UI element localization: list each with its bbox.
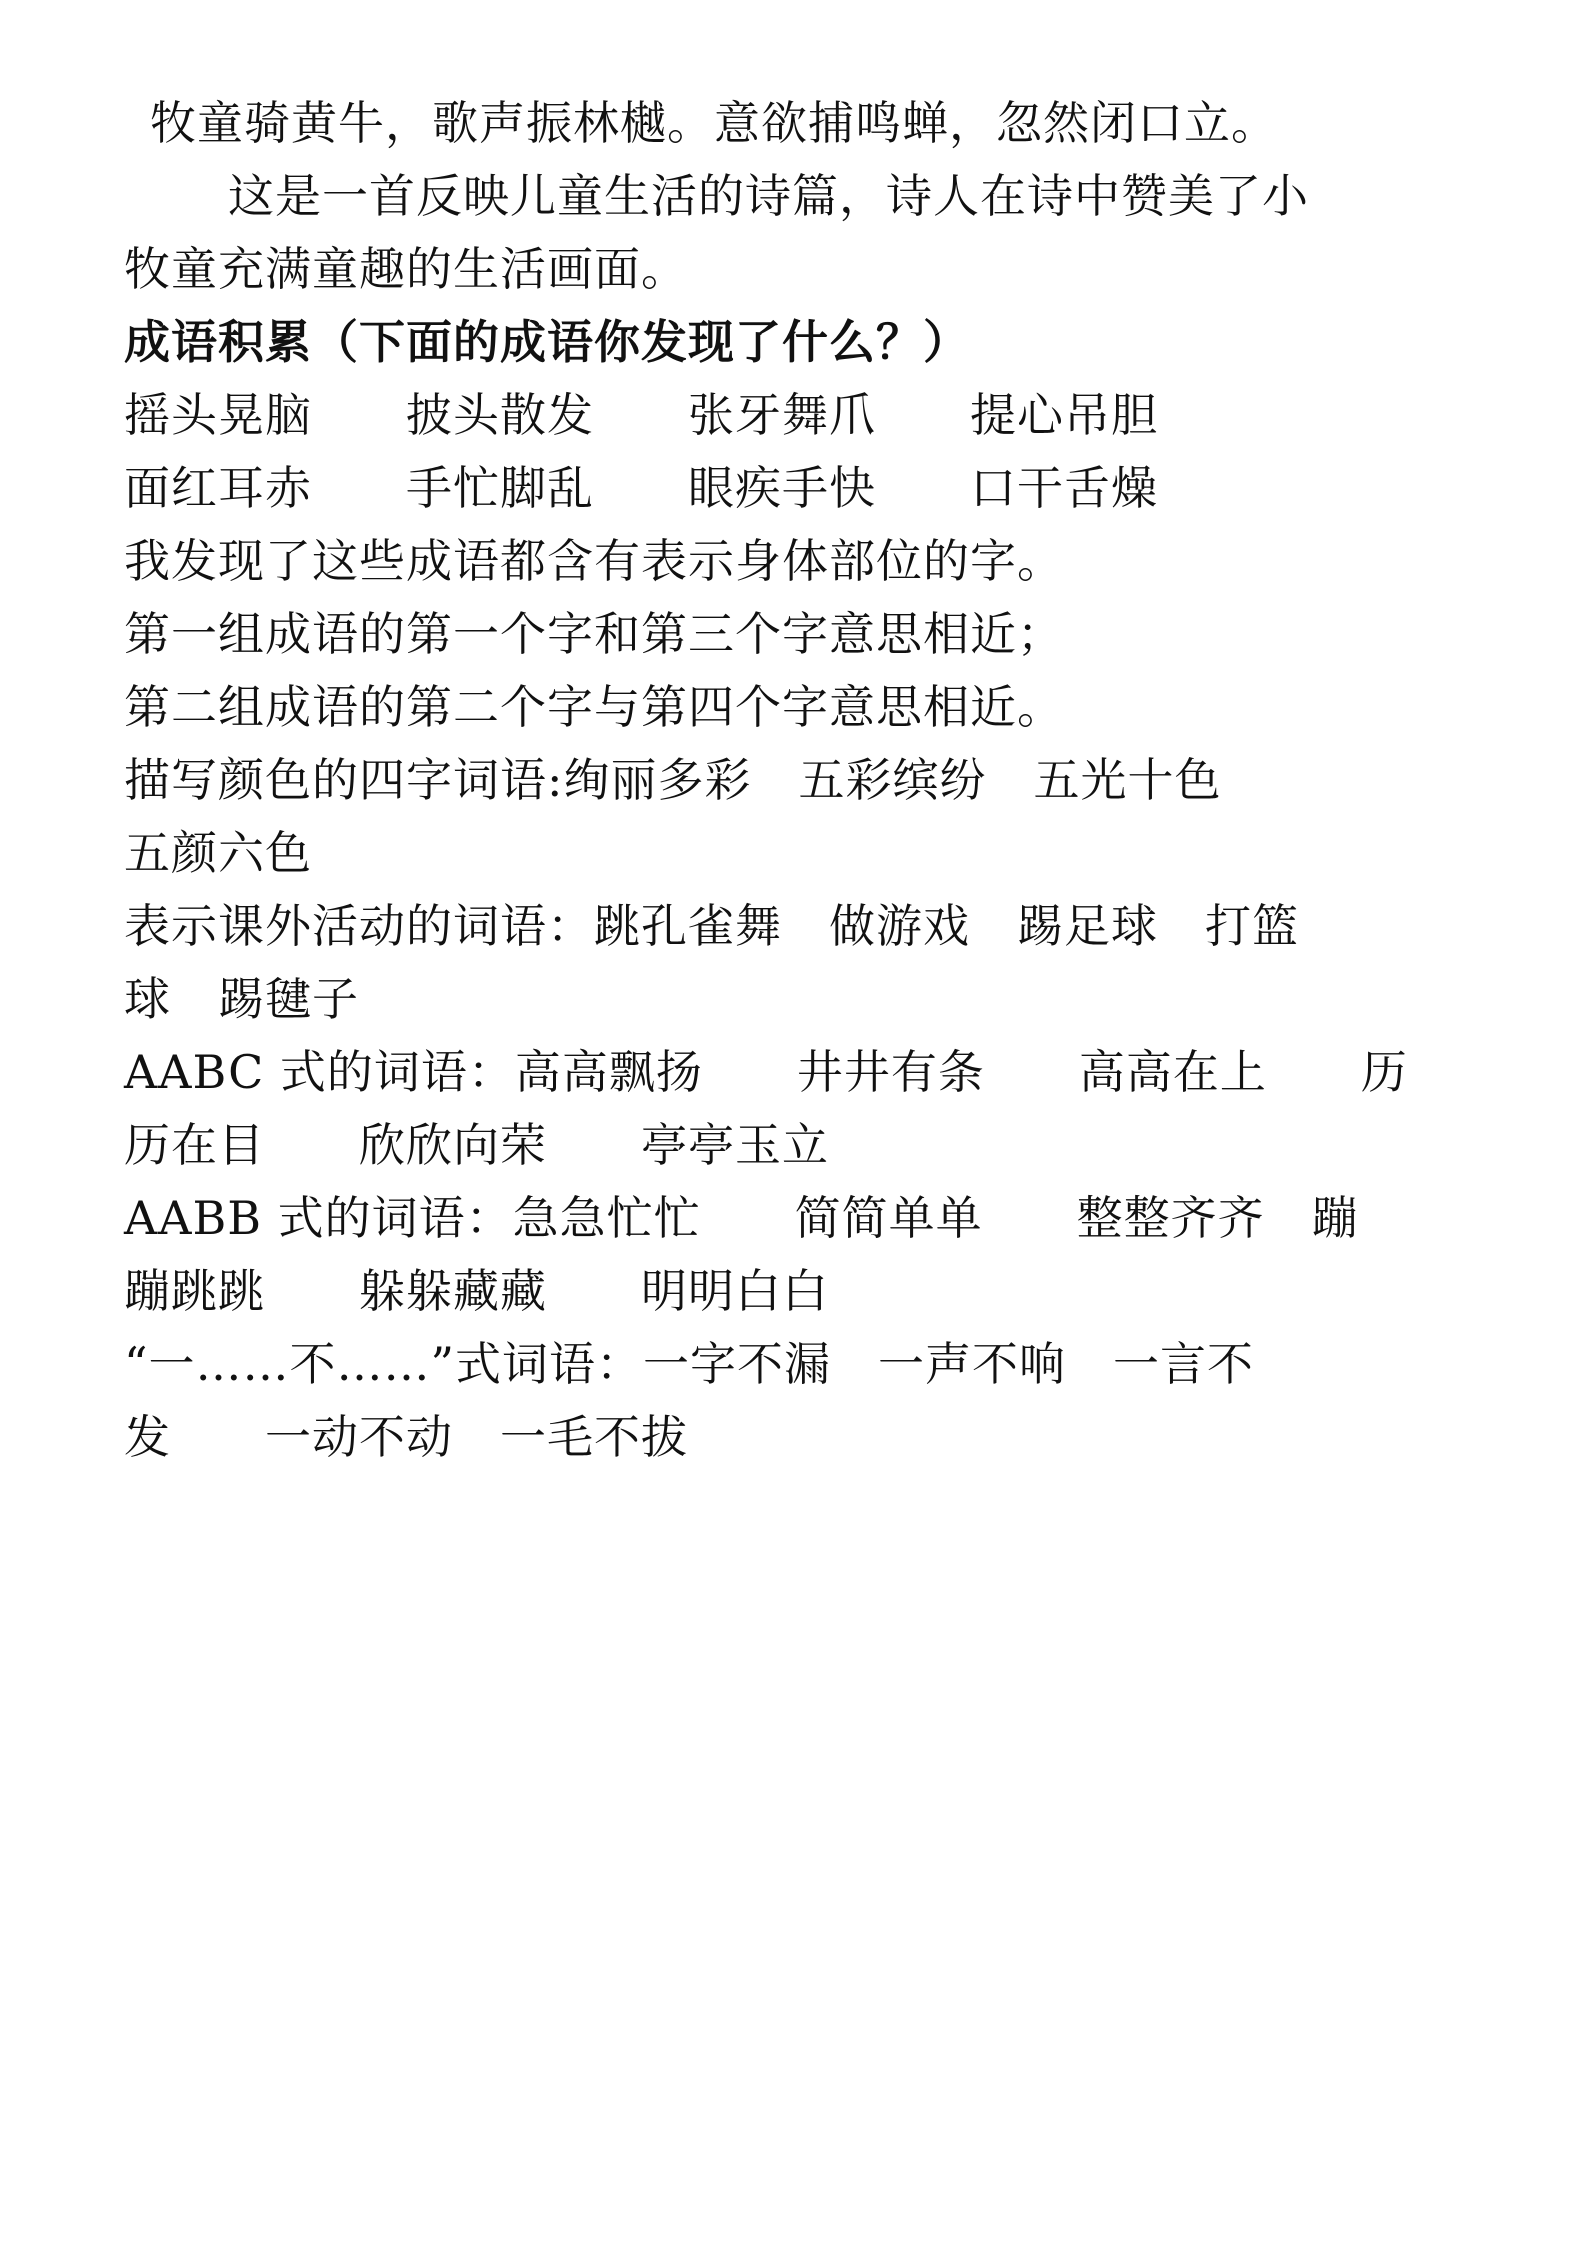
finding-2: 第一组成语的第一个字和第三个字意思相近；	[124, 607, 1064, 661]
activity-words-line-2: 球 踢毽子	[124, 972, 359, 1026]
aabc-words-line-2: 历在目 欣欣向荣 亭亭玉立	[124, 1118, 829, 1172]
activity-words-line-1: 表示课外活动的词语：跳孔雀舞 做游戏 踢足球 打篮	[124, 899, 1299, 953]
poem-line: 牧童骑黄牛，歌声振林樾。意欲捕鸣蝉，忽然闭口立。	[150, 96, 1278, 150]
color-words-line-2: 五颜六色	[124, 826, 312, 880]
aabb-words-line-1: AABB 式的词语：急急忙忙 简简单单 整整齐齐 蹦	[124, 1191, 1359, 1245]
idiom-row-2: 面红耳赤 手忙脚乱 眼疾手快 口干舌燥	[124, 461, 1158, 515]
idiom-row-1: 摇头晃脑 披头散发 张牙舞爪 提心吊胆	[124, 388, 1158, 442]
explanation-line-2: 牧童充满童趣的生活画面。	[124, 242, 688, 296]
idiom-heading: 成语积累（下面的成语你发现了什么？）	[124, 315, 970, 369]
color-words-line-1: 描写颜色的四字词语:绚丽多彩 五彩缤纷 五光十色	[124, 753, 1222, 807]
finding-3: 第二组成语的第二个字与第四个字意思相近。	[124, 680, 1064, 734]
aabc-words-line-1: AABC 式的词语：高高飘扬 井井有条 高高在上 历	[124, 1045, 1408, 1099]
aabb-words-line-2: 蹦跳跳 躲躲藏藏 明明白白	[124, 1264, 829, 1318]
yibu-words-line-1: “一……不……”式词语：一字不漏 一声不响 一言不	[124, 1337, 1255, 1391]
yibu-words-line-2: 发 一动不动 一毛不拔	[124, 1410, 688, 1464]
finding-1: 我发现了这些成语都含有表示身体部位的字。	[124, 534, 1064, 588]
explanation-line-1: 这是一首反映儿童生活的诗篇，诗人在诗中赞美了小	[228, 169, 1309, 223]
